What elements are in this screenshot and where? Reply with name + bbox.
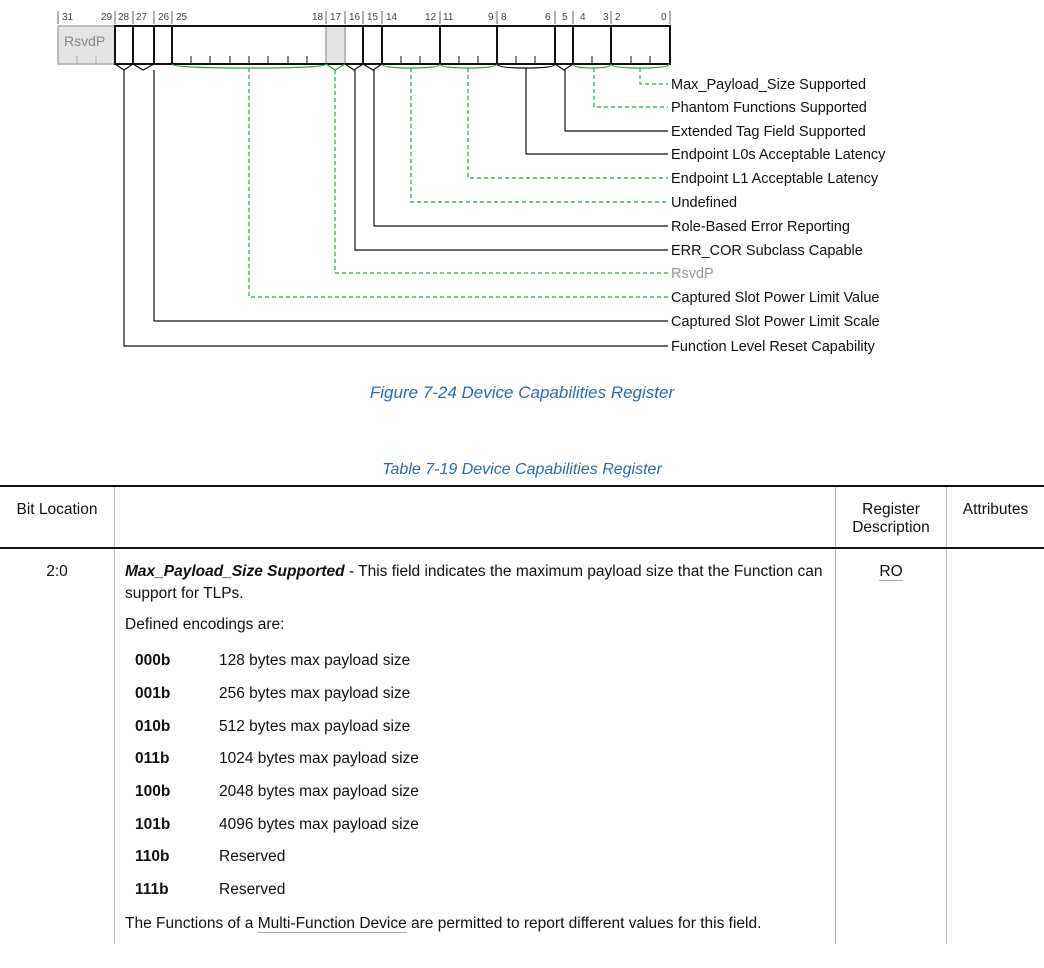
field-label-slot-power-value: Captured Slot Power Limit Value xyxy=(671,290,880,306)
encoding-row xyxy=(125,678,825,711)
bit-number: 16 xyxy=(349,12,361,23)
bit-number: 29 xyxy=(101,12,113,23)
encoding-code: 101b xyxy=(135,815,171,833)
bit-number: 28 xyxy=(118,12,130,23)
field-label-phantom: Phantom Functions Supported xyxy=(671,100,867,116)
encoding-text: 512 bytes max payload size xyxy=(219,717,411,735)
field-name: Max_Payload_Size Supported xyxy=(125,563,345,580)
field-label-ext-tag: Extended Tag Field Supported xyxy=(671,124,866,140)
field-label-role-based-error: Role-Based Error Reporting xyxy=(671,219,850,235)
cell-attributes xyxy=(947,548,1044,944)
note xyxy=(125,913,825,935)
header-attributes: Attributes xyxy=(962,501,1029,518)
bit-number: 9 xyxy=(488,12,494,23)
field-label-slot-power-scale: Captured Slot Power Limit Scale xyxy=(671,314,880,330)
register-table xyxy=(0,485,1044,944)
cell-bit-location: 2:0 xyxy=(46,563,68,580)
bit-number: 6 xyxy=(545,12,551,23)
bit-number: 31 xyxy=(62,12,74,23)
encoding-row xyxy=(125,841,825,874)
encoding-row xyxy=(125,645,825,678)
field-label-err-cor: ERR_COR Subclass Capable xyxy=(671,243,863,259)
table-caption: Table 7-19 Device Capabilities Register xyxy=(382,461,662,478)
encoding-row xyxy=(125,808,825,841)
header-bit-location: Bit Location xyxy=(16,501,98,518)
bit-number: 25 xyxy=(176,12,188,23)
note-post: are permitted to report different values for this field. xyxy=(406,914,762,932)
encoding-code: 111b xyxy=(135,881,169,899)
bit-number: 0 xyxy=(661,12,667,23)
encoding-text: 2048 bytes max payload size xyxy=(219,783,419,801)
bit-number: 11 xyxy=(443,12,454,23)
encoding-text: Reserved xyxy=(219,881,286,899)
bit-number: 17 xyxy=(330,12,342,23)
bit-number: 5 xyxy=(562,12,568,23)
bit-number: 15 xyxy=(367,12,379,23)
bit-number: 4 xyxy=(580,12,586,23)
field-label-undefined: Undefined xyxy=(671,195,738,211)
rsvd-label: RsvdP xyxy=(64,33,106,49)
figure-caption: Figure 7-24 Device Capabilities Register xyxy=(369,383,675,402)
register-diagram xyxy=(0,0,1044,370)
bit-number: 3 xyxy=(603,12,609,23)
encoding-row xyxy=(125,874,825,907)
bit-number: 14 xyxy=(386,12,398,23)
encoding-code: 011b xyxy=(135,750,170,768)
bit-number: 18 xyxy=(312,12,324,23)
field-label-l1-latency: Endpoint L1 Acceptable Latency xyxy=(671,171,879,187)
encoding-row xyxy=(125,710,825,743)
table-row xyxy=(0,548,1044,944)
encoding-text: 128 bytes max payload size xyxy=(219,652,411,670)
encoding-code: 010b xyxy=(135,717,171,735)
rsvd-field-17 xyxy=(326,26,345,64)
note-pre: The Functions of a xyxy=(125,914,258,932)
multi-function-device-link[interactable]: Multi-Function Device xyxy=(257,914,407,932)
cell-description xyxy=(115,548,836,944)
cell-register-description xyxy=(836,548,947,944)
header-description xyxy=(115,486,836,548)
field-label-rsvdp: RsvdP xyxy=(671,266,714,282)
encodings-label: Defined encodings are: xyxy=(125,616,285,633)
field-label-flr: Function Level Reset Capability xyxy=(671,339,875,355)
field-label-l0s-latency: Endpoint L0s Acceptable Latency xyxy=(671,147,886,163)
bit-number: 2 xyxy=(615,12,621,23)
encoding-row xyxy=(125,743,825,776)
encoding-code: 000b xyxy=(135,652,171,670)
encoding-code: 001b xyxy=(135,685,171,703)
bit-number: 26 xyxy=(158,12,170,23)
encoding-text: Reserved xyxy=(219,848,286,866)
encoding-text: 256 bytes max payload size xyxy=(219,685,411,703)
encoding-text: 4096 bytes max payload size xyxy=(219,815,419,833)
bit-number: 27 xyxy=(136,12,148,23)
field-label-max-payload: Max_Payload_Size Supported xyxy=(671,77,867,93)
bit-number: 12 xyxy=(425,12,437,23)
encoding-code: 110b xyxy=(135,848,170,866)
ro-attribute-link[interactable]: RO xyxy=(879,563,903,580)
header-register-description: Register Description xyxy=(836,486,947,548)
encoding-text: 1024 bytes max payload size xyxy=(219,750,419,768)
bit-number: 8 xyxy=(501,12,507,23)
table-header-row xyxy=(0,486,1044,548)
encoding-code: 100b xyxy=(135,783,171,801)
field-intro: - This field indicates the maximum payload size that the Function can support for TLPs. xyxy=(125,563,823,602)
encoding-row xyxy=(125,776,825,809)
